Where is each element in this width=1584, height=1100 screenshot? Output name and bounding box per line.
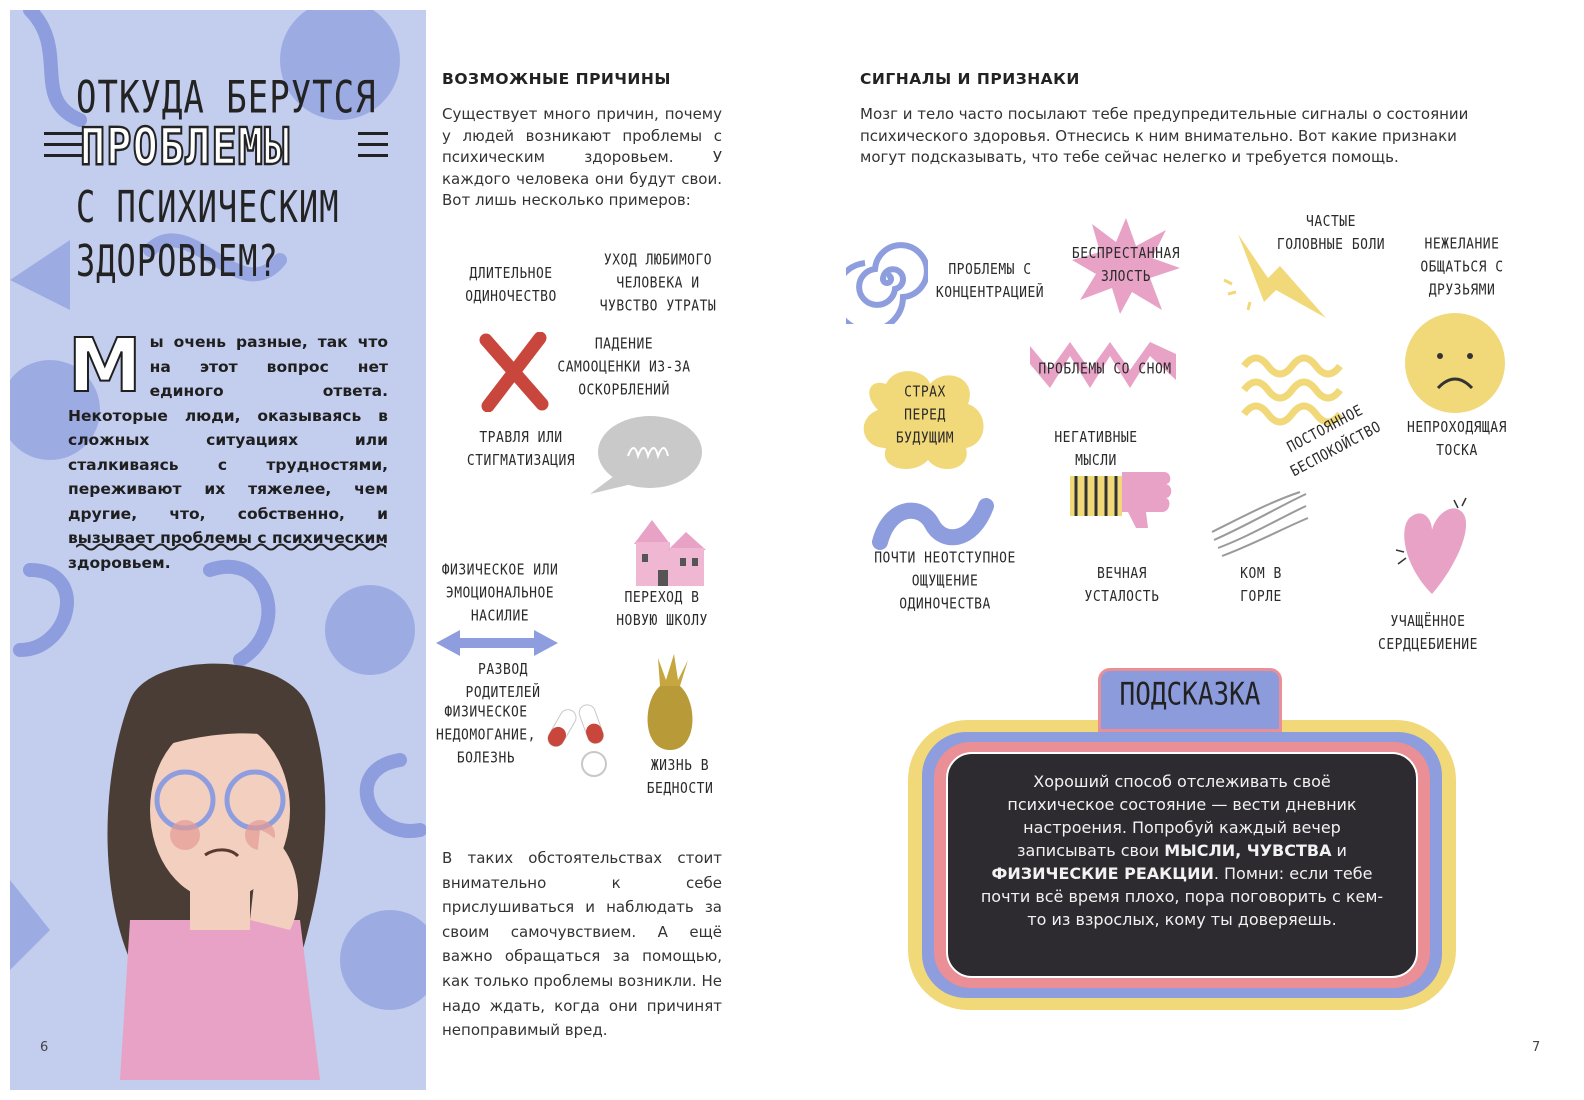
tip-bold-2: ФИЗИЧЕСКИЕ РЕАКЦИИ xyxy=(991,864,1214,883)
cause-poverty: ЖИЗНЬ В БЕДНОСТИ xyxy=(646,757,714,798)
thumbs-down-icon xyxy=(1068,466,1174,532)
tip-title: ПОДСКАЗКА xyxy=(1119,677,1261,713)
red-cross-icon xyxy=(478,332,550,412)
cause-illness: ФИЗИЧЕСКОЕ НЕДОМОГАНИЕ, БОЛЕЗНЬ xyxy=(436,703,536,768)
wave-squiggle-icon xyxy=(872,494,998,554)
signal-anger: БЕСПРЕСТАННАЯ ЗЛОСТЬ xyxy=(1071,245,1181,286)
double-arrow-icon xyxy=(432,626,562,660)
signal-fear-future: СТРАХ ПЕРЕД БУДУЩИМ xyxy=(895,383,955,448)
signal-lump-throat: КОМ В ГОРЛЕ xyxy=(1240,565,1282,606)
title-line-1: ОТКУДА БЕРУТСЯ xyxy=(76,72,377,124)
cause-new-school: ПЕРЕХОД В НОВУЮ ШКОЛУ xyxy=(616,589,708,630)
cause-self-esteem: ПАДЕНИЕ САМООЦЕНКИ ИЗ-ЗА ОСКОРБЛЕНИЙ xyxy=(557,335,691,400)
title-line-2-emphasis: ПРОБЛЕМЫ xyxy=(80,117,291,176)
signals-intro: Мозг и тело часто посылают тебе предупредительные сигналы о состоянии психического здоровья. Отнесись к ним внимательно. Вот какие признаки могут подсказывать, что тебе сейчас нелегко и требуется помощь. xyxy=(860,105,1469,166)
title-accent-right xyxy=(358,124,388,165)
spiral-icon xyxy=(846,234,928,324)
signal-headaches: ЧАСТЫЕ ГОЛОВНЫЕ БОЛИ xyxy=(1276,213,1386,254)
causes-intro: Существует много причин, почему у людей возникают проблемы с психическим здоровьем. У каждого человека они будут свои. Вот лишь несколько примеров: xyxy=(442,105,722,209)
signal-sleep: ПРОБЛЕМЫ СО СНОМ xyxy=(1038,360,1172,379)
cause-abuse: ФИЗИЧЕСКОЕ ИЛИ ЭМОЦИОНАЛЬНОЕ НАСИЛИЕ xyxy=(441,561,559,626)
causes-heading: ВОЗМОЖНЫЕ ПРИЧИНЫ xyxy=(442,70,671,88)
signal-loneliness: ПОЧТИ НЕОТСТУПНОЕ ОЩУЩЕНИЕ ОДИНОЧЕСТВА xyxy=(874,549,1016,614)
signal-heartbeat: УЧАЩЁННОЕ СЕРДЦЕБИЕНИЕ xyxy=(1378,613,1478,654)
left-intro-text: ы очень разные, так что на этот вопрос нет единого ответа. Некоторые люди, оказываясь в сложных ситуациях или сталкиваясь с трудностями, переживают их тяжелее, чем другие, что, собственно, и вызывает проблемы с психическим здоровьем. xyxy=(68,333,388,572)
signals-heading: СИГНАЛЫ И ПРИЗНАКИ xyxy=(860,70,1080,88)
page-number-right: 7 xyxy=(1532,1040,1541,1055)
pills-icon xyxy=(544,698,612,780)
tip-bold-1: МЫСЛИ, ЧУВСТВА xyxy=(1164,841,1332,860)
signal-avoid-friends: НЕЖЕЛАНИЕ ОБЩАТЬСЯ С ДРУЗЬЯМИ xyxy=(1420,235,1504,300)
signal-concentration: ПРОБЛЕМЫ С КОНЦЕНТРАЦИЕЙ xyxy=(935,261,1045,302)
speech-bubble-icon xyxy=(588,412,704,502)
heart-icon xyxy=(1392,494,1472,600)
wind-lines-icon xyxy=(1210,488,1312,558)
school-house-icon xyxy=(630,510,710,590)
cause-loneliness: ДЛИТЕЛЬНОЕ ОДИНОЧЕСТВО xyxy=(465,265,557,306)
drop-cap: М xyxy=(68,323,142,409)
page-number-left: 6 xyxy=(40,1040,49,1055)
money-sack-icon xyxy=(640,650,700,752)
wavy-divider xyxy=(76,540,386,554)
title-line-3: С ПСИХИЧЕСКИМ xyxy=(76,181,340,233)
title-line-4: ЗДОРОВЬЕМ? xyxy=(76,235,279,287)
left-intro xyxy=(68,323,388,575)
causes-conclusion: В таких обстоятельствах стоит внимательно к себе прислушиваться и наблюдать за своим самочувствием. А ещё важно обращаться за помощью, как только проблемы возникли. Не надо ждать, когда они причинят непоправимый вред. xyxy=(442,849,722,1040)
signal-negative-thoughts: НЕГАТИВНЫЕ МЫСЛИ xyxy=(1054,429,1138,470)
worried-girl-illustration xyxy=(90,660,340,1090)
cause-loss: УХОД ЛЮБИМОГО ЧЕЛОВЕКА И ЧУВСТВО УТРАТЫ xyxy=(599,251,717,316)
sad-face-icon xyxy=(1400,312,1510,414)
cause-divorce: РАЗВОД РОДИТЕЛЕЙ xyxy=(465,661,541,702)
tip-text: Хороший способ отслеживать своё психическое состояние — вести дневник настроения. Попробуй каждый вечер записывать свои МЫСЛИ, ЧУВСТВА и ФИЗИЧЕСКИЕ РЕАКЦИИ. Помни: если тебе почти всё время плохо, пора поговорить с кем-то из взрослых, кому ты доверяешь. xyxy=(980,772,1384,929)
cause-bullying: ТРАВЛЯ ИЛИ СТИГМАТИЗАЦИЯ xyxy=(466,429,576,470)
signal-tiredness: ВЕЧНАЯ УСТАЛОСТЬ xyxy=(1084,565,1160,606)
signal-anxiety: ПОСТОЯННОЕ БЕСПОКОЙСТВО xyxy=(1284,402,1385,481)
title-accent-left xyxy=(44,124,84,165)
signal-sadness: НЕПРОХОДЯЩАЯ ТОСКА xyxy=(1407,419,1507,460)
